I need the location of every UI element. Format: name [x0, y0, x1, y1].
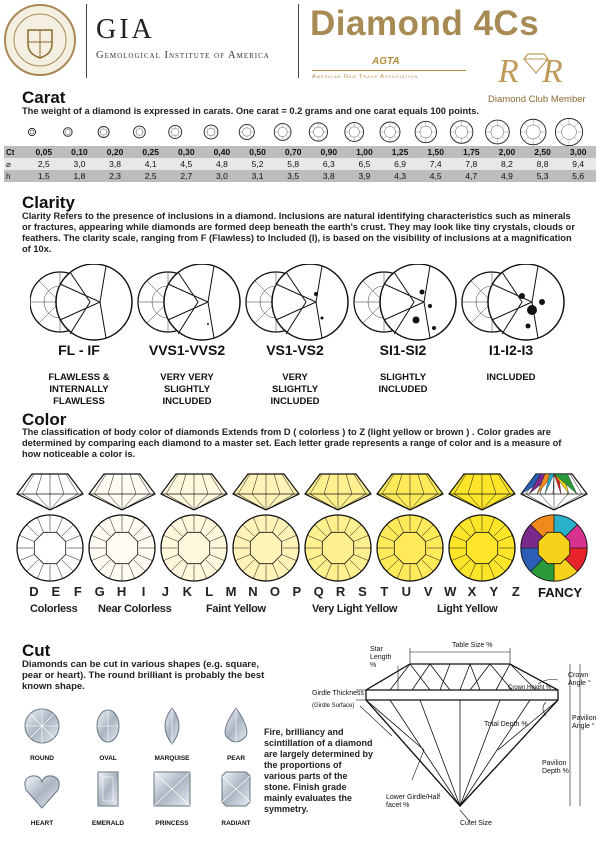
color-diamond [449, 474, 515, 581]
clarity-grade-desc: FLAWLESS & [48, 372, 110, 383]
clarity-grade-desc: VERY [282, 372, 308, 383]
carat-stone-icon [63, 128, 72, 137]
diameter-cell: 5,8 [287, 159, 300, 169]
carat-stone-icon [133, 126, 145, 138]
cut-shapes [14, 704, 270, 834]
cut-side-text: Fire, brilliancy and scintillation of a diamond are largely determined by the proportions of various parts of the stone. Finish grade mainly evaluates the symmetry. [264, 727, 374, 814]
color-letter: Q [313, 584, 324, 599]
heart-shape [25, 776, 59, 808]
cut-diagram [300, 640, 600, 840]
height-cell: 5,3 [536, 171, 549, 181]
agta-logo: AGTA [372, 56, 400, 67]
height-cell: 3,1 [251, 171, 264, 181]
label-girdle-surface: (Girdle Surface) [312, 703, 355, 709]
diameter-cell: 4,8 [216, 159, 228, 169]
height-cell: 4,5 [429, 171, 442, 181]
carat-stone-icon [274, 124, 291, 141]
height-cell: 3,9 [358, 171, 371, 181]
weight-cell: 0,25 [142, 147, 159, 157]
agta-line [312, 70, 466, 71]
height-cell: 4,3 [394, 171, 406, 181]
color-letter: S [358, 584, 367, 599]
diameter-cell: 5,2 [251, 159, 264, 169]
label-girdle-thickness: Girdle Thickness [312, 690, 365, 697]
height-cell: 3,0 [216, 171, 228, 181]
color-letter: I [141, 584, 146, 599]
weight-cell: 0,10 [71, 147, 88, 157]
height-row [4, 170, 596, 182]
shape-label-round: ROUND [30, 755, 54, 762]
clarity-diagram [246, 264, 348, 340]
clarity-diagram [354, 264, 456, 340]
color-letter: D [29, 584, 39, 599]
color-diamond [305, 474, 371, 581]
clarity-diagram [462, 264, 564, 340]
shape-label-heart: HEART [30, 820, 54, 827]
shape-label-radiant: RADIANT [221, 820, 251, 827]
clarity-grade-code: FL - IF [58, 342, 100, 358]
color-letter: T [380, 584, 389, 599]
svg-text:R: R [498, 53, 519, 90]
svg-text:R: R [542, 53, 563, 90]
carat-stone-icon [415, 121, 436, 142]
carat-stone-icon [486, 120, 510, 144]
carat-stone-icon [345, 123, 364, 142]
carat-stone-icon [204, 125, 218, 139]
carat-stone-icon [28, 128, 35, 135]
group-very-light-yellow: Very Light Yellow [312, 603, 398, 615]
cut-heading: Cut [22, 641, 51, 660]
diameter-cell: 4,5 [180, 159, 193, 169]
diameter-label: ⌀ [6, 159, 11, 169]
label-star-length: Star Length % [370, 646, 392, 669]
color-diamonds [14, 470, 594, 585]
clarity-grade-code: VVS1-VVS2 [148, 342, 226, 358]
clarity-grade-code: SI1-SI2 [379, 342, 427, 358]
height-cell: 2,3 [109, 171, 121, 181]
agta-name-text: American Gem Trade Association [312, 74, 419, 80]
height-cell: 2,7 [180, 171, 193, 181]
clarity-grade-desc: INCLUDED [270, 396, 320, 407]
group-faint-yellow: Faint Yellow [206, 603, 266, 615]
color-diamond [17, 474, 83, 581]
group-light-yellow: Light Yellow [437, 603, 498, 615]
diameter-cell: 6,3 [322, 159, 335, 169]
color-letter: N [248, 584, 258, 599]
diameter-cell: 8,8 [536, 159, 549, 169]
label-crown-angle: Crown Angle ° [568, 672, 591, 687]
clarity-grade-desc: INCLUDED [486, 372, 536, 383]
height-cell: 5,6 [572, 171, 585, 181]
page-title: Diamond 4Cs [310, 4, 540, 43]
label-pavilion-angle: Pavilion Angle ° [572, 715, 597, 730]
clarity-text: Clarity Refers to the presence of inclusions in a diamond. Inclusions are natural identifying characteristics such as minerals or fractures, appearing while diamonds are formed deep beneath the earth's crust. They may look like tiny crystals, clouds or feathers. The clarity scale, ranging from F (Flawless) to Included (I), is based on the visibility of inclusions at a magnification of 10x. [22, 211, 575, 254]
clarity-heading: Clarity [22, 193, 75, 212]
shape-label-oval: OVAL [99, 755, 117, 762]
color-letter: J [161, 584, 169, 599]
color-letter: P [292, 584, 302, 599]
color-letter: G [94, 584, 105, 599]
carat-text: The weight of a diamond is expressed in carats. One carat = 0.2 grams and one carat equals 100 points. [22, 106, 479, 116]
fancy-diamond [521, 474, 587, 581]
carat-stone-icon [450, 121, 473, 144]
clarity-grade-code: VS1-VS2 [266, 342, 324, 358]
color-heading: Color [22, 410, 67, 429]
height-cell: 2,5 [144, 171, 157, 181]
color-letter: M [225, 584, 237, 599]
clarity-grade-desc: FLAWLESS [53, 396, 105, 407]
weight-cell: 2,00 [498, 147, 516, 157]
label-culet: Culet Size [460, 820, 492, 827]
color-letter: Y [489, 584, 499, 599]
carat-heading: Carat [22, 88, 66, 107]
clarity-grade-desc: INTERNALLY [49, 384, 109, 395]
carat-table [4, 146, 596, 182]
color-diamond [377, 474, 443, 581]
carat-stone-icon [98, 126, 109, 137]
weight-cell: 0,05 [35, 147, 53, 157]
color-letter: U [401, 584, 411, 599]
weight-cell: 1,50 [427, 147, 444, 157]
weight-cell: 0,30 [178, 147, 195, 157]
color-letter: R [335, 584, 346, 599]
carat-stone-icon [309, 123, 327, 141]
label-table-size: Table Size % [452, 642, 493, 649]
diameter-cell: 6,9 [394, 159, 406, 169]
weight-cell: 0,70 [284, 147, 302, 157]
weight-label: Ct [6, 147, 15, 157]
shape-label-emerald: EMERALD [91, 820, 125, 827]
weight-cell: 0,50 [249, 147, 266, 157]
club-logo [490, 44, 582, 90]
label-total-depth: Total Depth % [484, 721, 528, 728]
gia-logo: GIA [96, 14, 155, 45]
color-letter: Z [511, 584, 520, 599]
diameter-cell: 9,4 [572, 159, 585, 169]
color-diamond [89, 474, 155, 581]
color-letter: L [205, 584, 214, 599]
carat-stone-icon [380, 122, 400, 142]
label-lower-girdle: Lower Girdle/Half facet % [386, 794, 441, 809]
weight-row [4, 146, 596, 158]
weight-cell: 1,75 [463, 147, 480, 157]
fancy-label: FANCY [538, 585, 583, 600]
diameter-cell: 4,1 [144, 159, 157, 169]
height-cell: 1,5 [37, 171, 50, 181]
label-crown-height: Crown Height % [508, 685, 552, 691]
diameter-row [4, 158, 596, 170]
color-text: The classification of body color of diamonds Extends from D ( colorless ) to Z (light yellow or brown ) . Color grades are determined by comparing each diamond to a master set. Each letter grade represents a range of color and is a measure of how noticeable a color is. [22, 427, 562, 459]
clarity-grade-desc: SLIGHTLY [163, 384, 211, 395]
carat-stone-icon [239, 124, 254, 139]
club-label: Diamond Club Member [488, 94, 586, 105]
clarity-grade-desc: INCLUDED [162, 396, 212, 407]
cut-text: Diamonds can be cut in various shapes (e.g. square, pear or heart). The round brilliant is probably the best known shape. [22, 659, 265, 692]
color-letter: O [269, 584, 280, 599]
color-diamond [161, 474, 227, 581]
clarity-grade-desc: SLIGHTLY [271, 384, 319, 395]
color-letter: V [423, 584, 433, 599]
carat-stones-row [24, 118, 596, 146]
diameter-cell: 2,5 [37, 159, 50, 169]
clarity-diagrams [30, 264, 590, 344]
diameter-cell: 3,8 [109, 159, 121, 169]
clarity-grade-code: I1-I2-I3 [488, 342, 534, 358]
color-letter: X [467, 584, 477, 599]
height-cell: 3,8 [322, 171, 335, 181]
header-divider-2 [298, 4, 299, 78]
group-colorless: Colorless [30, 603, 78, 615]
gia-seal [4, 4, 76, 76]
gia-name: Gemological Institute of America [96, 50, 270, 61]
weight-cell: 0,90 [320, 147, 338, 157]
diameter-cell: 6,5 [358, 159, 371, 169]
height-cell: 4,9 [501, 171, 513, 181]
carat-stone-icon [555, 118, 582, 145]
color-letter: F [73, 584, 82, 599]
clarity-grade-desc: SLIGHTLY [379, 372, 427, 383]
diameter-cell: 7,4 [429, 159, 442, 169]
height-cell: 4,7 [465, 171, 478, 181]
label-pavilion-depth: Pavilion Depth % [542, 760, 569, 775]
diameter-cell: 3,0 [73, 159, 86, 169]
carat-stone-icon [169, 125, 182, 138]
clarity-grade-desc: VERY VERY [160, 372, 214, 383]
weight-cell: 3,00 [569, 147, 587, 157]
color-diamond [233, 474, 299, 581]
height-label: h [6, 171, 11, 181]
height-cell: 1,8 [73, 171, 86, 181]
color-letter: K [182, 584, 192, 599]
diameter-cell: 7,8 [465, 159, 478, 169]
clarity-diagram [138, 264, 240, 340]
weight-cell: 0,20 [106, 147, 124, 157]
weight-cell: 2,50 [534, 147, 551, 157]
weight-cell: 0,40 [213, 147, 231, 157]
color-letter: H [116, 584, 127, 599]
clarity-grade-desc: INCLUDED [378, 384, 428, 395]
weight-cell: 1,00 [356, 147, 373, 157]
weight-cell: 1,25 [391, 147, 409, 157]
shape-label-princess: PRINCESS [155, 820, 189, 827]
color-letter: E [51, 584, 61, 599]
height-cell: 3,5 [287, 171, 300, 181]
group-near-colorless: Near Colorless [98, 603, 172, 615]
header-divider [86, 4, 87, 78]
diameter-cell: 8,2 [501, 159, 513, 169]
shape-label-pear: PEAR [226, 755, 246, 762]
carat-stone-icon [520, 119, 546, 145]
shape-label-marquise: MARQUISE [154, 755, 190, 762]
color-letter: W [444, 584, 457, 599]
clarity-diagram [30, 264, 132, 340]
